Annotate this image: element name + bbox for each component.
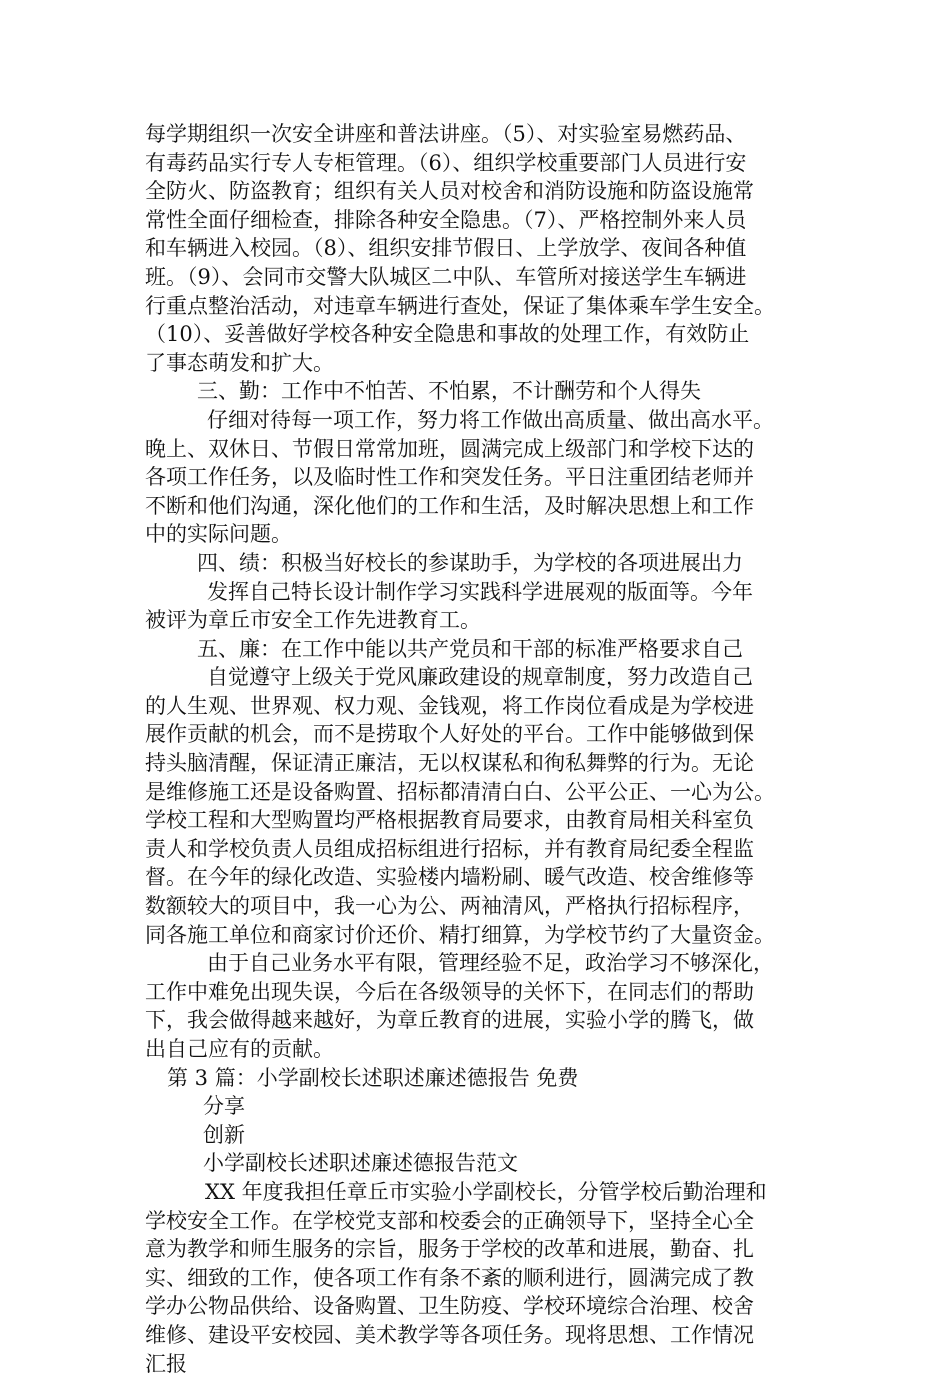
text-line: （10）、妥善做好学校各种安全隐患和事故的处理工作，有效防止 (145, 322, 750, 347)
text-line: 了事态萌发和扩大。 (145, 350, 334, 375)
text-line: 下，我会做得越来越好，为章丘教育的进展，实验小学的腾飞，做 (145, 1008, 754, 1033)
text-line: 责人和学校负责人员组成招标组进行招标，并有教育局纪委全程监 (145, 836, 754, 861)
text-line: 有毒药品实行专人专柜管理。（6）、组织学校重要部门人员进行安 (145, 150, 747, 175)
text-line: 维修、建设平安校园、美术教学等各项任务。现将思想、工作情况 (145, 1322, 754, 1347)
text-line: 三、勤：工作中不怕苦、不怕累，不计酬劳和个人得失 (197, 379, 701, 404)
text-line: 持头脑清醒，保证清正廉洁，无以权谋私和徇私舞弊的行为。无论 (145, 751, 754, 776)
text-line: 意为教学和师生服务的宗旨，服务于学校的改革和进展，勤奋、扎 (145, 1237, 754, 1262)
text-line: 督。在今年的绿化改造、实验楼内墙粉刷、暖气改造、校舍维修等 (145, 865, 754, 890)
text-line: 小学副校长述职述廉述德报告范文 (203, 1151, 518, 1176)
text-line: 仔细对待每一项工作，努力将工作做出高质量、做出高水平。 (207, 407, 774, 432)
text-line: 创新 (203, 1122, 245, 1147)
text-line: 行重点整治活动，对违章车辆进行查处，保证了集体乘车学生安全。 (145, 293, 775, 318)
text-line: 每学期组织一次安全讲座和普法讲座。（5）、对实验室易燃药品、 (145, 122, 747, 146)
text-line: 晚上、双休日、节假日常常加班，圆满完成上级部门和学校下达的 (145, 436, 754, 461)
text-line: 各项工作任务，以及临时性工作和突发任务。平日注重团结老师并 (145, 465, 754, 490)
text-line: 出自己应有的贡献。 (145, 1037, 334, 1061)
text-line: 由于自己业务水平有限，管理经验不足，政治学习不够深化， (207, 951, 774, 976)
text-line: 展作贡献的机会，而不是捞取个人好处的平台。工作中能够做到保 (145, 722, 754, 747)
text-line: XX 年度我担任章丘市实验小学副校长，分管学校后勤治理和 (205, 1179, 767, 1204)
text-line: 发挥自己特长设计制作学习实践科学进展观的版面等。今年 (207, 579, 753, 604)
text-line: 第 3 篇：小学副校长述职述廉述德报告 免费 (167, 1065, 579, 1090)
document-body (145, 120, 835, 1378)
text-line: 实、细致的工作，使各项工作有条不紊的顺利进行，圆满完成了教 (145, 1265, 754, 1290)
text-line: 工作中难免出现失误，今后在各级领导的关怀下，在同志们的帮助 (145, 979, 754, 1004)
text-line: 不断和他们沟通，深化他们的工作和生活，及时解决思想上和工作 (145, 493, 754, 518)
text-line: 全防火、防盗教育；组织有关人员对校舍和消防设施和防盗设施常 (145, 179, 754, 204)
text-line: 四、绩：积极当好校长的参谋助手，为学校的各项进展出力 (197, 550, 743, 575)
text-line: 数额较大的项目中，我一心为公、两袖清风，严格执行招标程序， (145, 894, 754, 919)
text-line: 被评为章丘市安全工作先进教育工。 (145, 608, 481, 633)
text-line: 汇报 (145, 1351, 187, 1376)
text-line: 学校安全工作。在学校党支部和校委会的正确领导下，坚持全心全 (145, 1208, 754, 1233)
text-line: 同各施工单位和商家讨价还价、精打细算，为学校节约了大量资金。 (145, 922, 775, 947)
text-line: 学办公物品供给、设备购置、卫生防疫、学校环境综合治理、校舍 (145, 1294, 754, 1319)
text-line: 常性全面仔细检查，排除各种安全隐患。（7）、严格控制外来人员 (145, 207, 747, 232)
text-line: 是维修施工还是设备购置、招标都清清白白、公平公正、一心为公。 (145, 779, 775, 804)
text-line: 中的实际问题。 (145, 522, 292, 547)
text-line: 班。（9）、会同市交警大队城区二中队、车管所对接送学生车辆进 (145, 264, 747, 289)
text-line: 自觉遵守上级关于党风廉政建设的规章制度，努力改造自己 (207, 665, 753, 690)
text-line: 和车辆进入校园。（8）、组织安排节假日、上学放学、夜间各种值 (145, 236, 747, 261)
text-line: 的人生观、世界观、权力观、金钱观，将工作岗位看成是为学校进 (145, 693, 754, 718)
text-line: 分享 (203, 1094, 245, 1119)
text-line: 学校工程和大型购置均严格根据教育局要求，由教育局相关科室负 (145, 808, 754, 833)
text-line: 五、廉：在工作中能以共产党员和干部的标准严格要求自己 (197, 636, 743, 661)
